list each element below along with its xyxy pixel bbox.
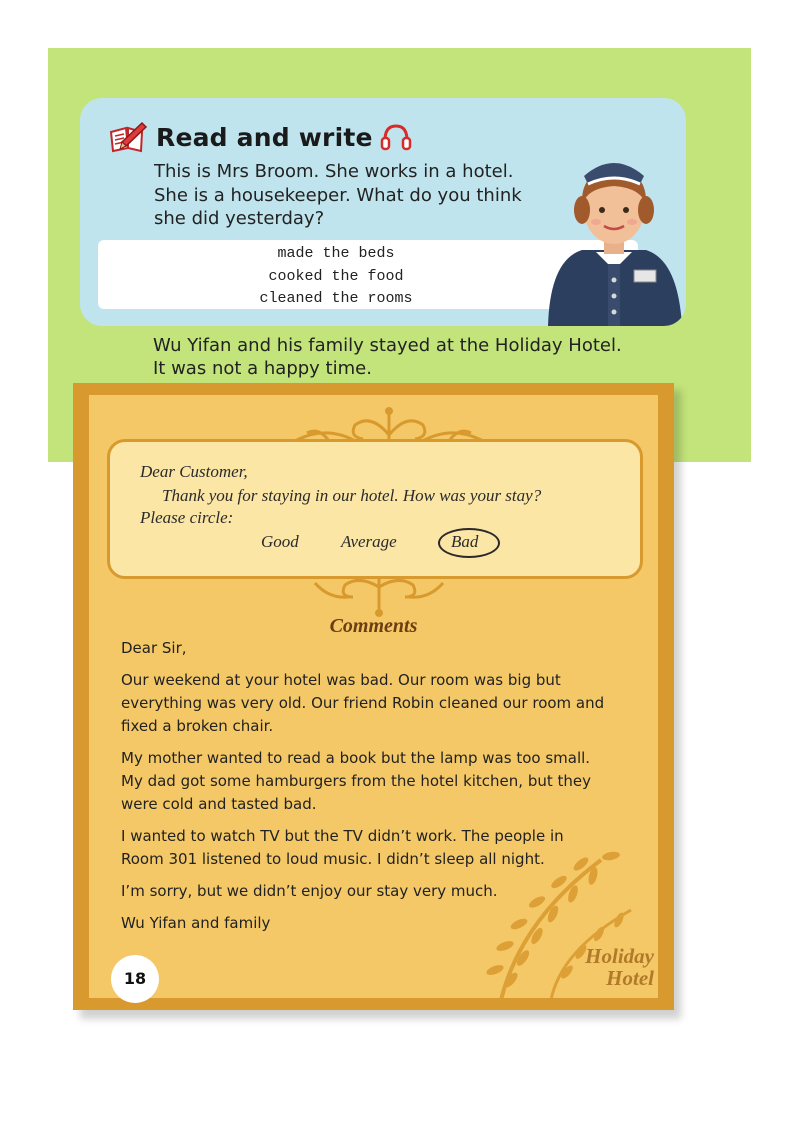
intro-line: she did yesterday?	[154, 208, 325, 229]
letter-line: Room 301 listened to loud music. I didn’t sleep all night.	[121, 850, 545, 868]
page-number: 18	[111, 955, 159, 1003]
hotel-logo	[554, 945, 654, 989]
letter-paragraph	[121, 825, 651, 871]
form-instruction: Please circle:	[140, 508, 234, 527]
intro-line: She is a housekeeper. What do you think	[154, 184, 522, 206]
letter-line: fixed a broken chair.	[121, 717, 274, 735]
story-line: Wu Yifan and his family stayed at the Holiday Hotel.	[153, 335, 622, 356]
letter-paragraph	[121, 669, 651, 738]
housekeeper-illustration	[542, 140, 686, 326]
letter-salutation: Dear Sir,	[121, 639, 187, 657]
read-and-write-panel	[80, 98, 686, 326]
letter-line: Our weekend at your hotel was bad. Our room was big but	[121, 671, 561, 689]
form-greeting: Dear Customer,	[140, 462, 248, 481]
headphones-icon	[379, 122, 413, 152]
section-title: Read and write	[156, 122, 373, 152]
activity-item: cooked the food	[268, 267, 404, 285]
comment-letter	[121, 637, 651, 935]
activity-item: made the beds	[277, 245, 395, 262]
card-inner	[89, 395, 658, 998]
hotel-feedback-card	[73, 383, 674, 1010]
letter-line: everything was very old. Our friend Robin cleaned our room and	[121, 694, 605, 712]
option-average[interactable]: Average	[341, 532, 397, 551]
intro-line: This is Mrs Broom. She works in a hotel.	[154, 161, 514, 182]
option-bad[interactable]: Bad	[451, 532, 479, 551]
hotel-logo-line: Holiday	[585, 944, 654, 968]
comments-title: Comments	[329, 615, 418, 637]
letter-line: I wanted to watch TV but the TV didn’t work. The people in	[121, 827, 564, 845]
customer-survey-form	[107, 439, 643, 579]
letter-paragraph	[121, 747, 651, 816]
letter-line: My mother wanted to read a book but the lamp was too small.	[121, 749, 591, 767]
form-question: Thank you for staying in our hotel. How was your stay?	[162, 486, 542, 505]
activity-item: cleaned the rooms	[259, 290, 413, 307]
ornament-bottom-icon	[309, 573, 449, 619]
letter-line: I’m sorry, but we didn’t enjoy our stay very much.	[121, 882, 498, 900]
letter-line: My dad got some hamburgers from the hotel kitchen, but they	[121, 772, 592, 790]
pencil-book-icon	[108, 120, 148, 154]
section-header	[108, 120, 413, 154]
intro-text	[154, 160, 574, 231]
letter-line: were cold and tasted bad.	[121, 795, 317, 813]
option-good[interactable]: Good	[261, 532, 299, 551]
letter-paragraph	[121, 880, 651, 903]
story-line: It was not a happy time.	[153, 358, 372, 379]
hotel-logo-line: Hotel	[606, 966, 654, 990]
letter-signature: Wu Yifan and family	[121, 914, 271, 932]
selection-circle	[438, 528, 500, 558]
story-text	[153, 334, 713, 380]
